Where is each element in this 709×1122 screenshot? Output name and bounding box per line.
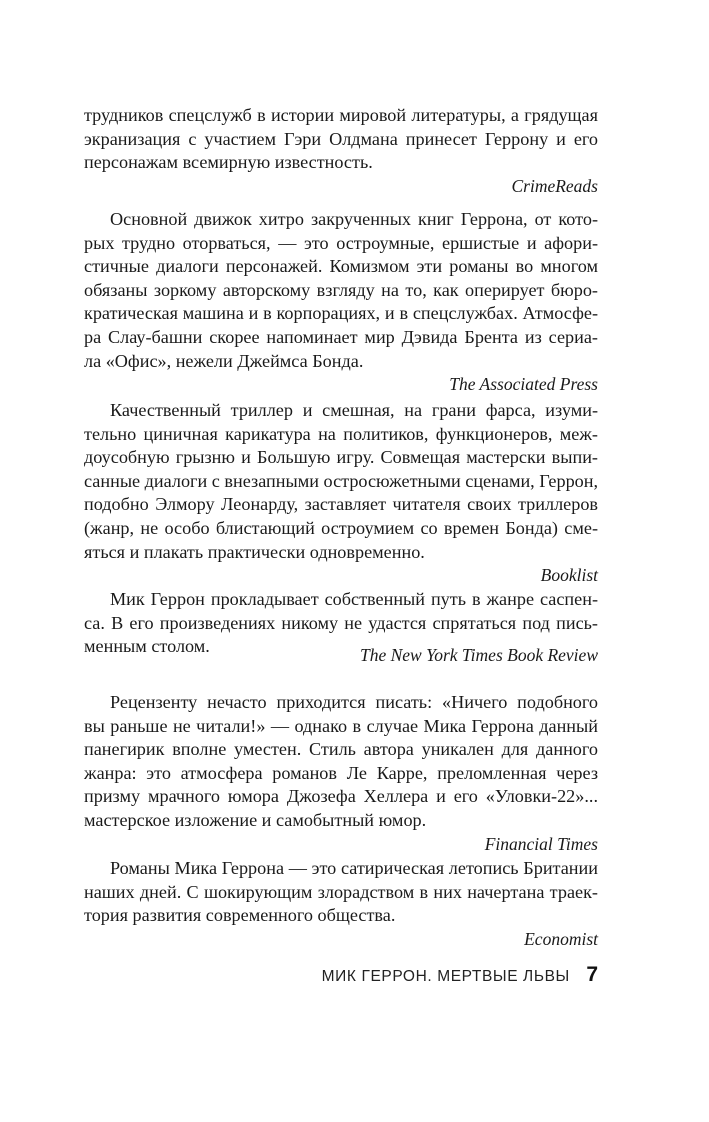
review-source: CrimeReads	[511, 175, 598, 196]
review-line: тельно циничная карикатура на политиков, функционеров, меж-	[84, 423, 598, 444]
review-block	[84, 104, 598, 198]
review-line: яться и плакать практически одновременно.	[84, 541, 425, 562]
page-footer	[84, 963, 598, 989]
review-line: тория развития современного общества.	[84, 905, 396, 926]
review-block	[84, 588, 598, 667]
review-line: наших дней. С шокирующим злорадством в них начертана траек-	[84, 881, 598, 902]
review-line: трудников спецслужб в истории мировой литературы, а грядущая	[84, 105, 598, 125]
review-block	[84, 399, 598, 587]
review-line: экранизация с участием Гэри Олдмана принесет Геррону и его	[84, 128, 598, 149]
review-line: Мик Геррон прокладывает собственный путь в жанре саспен-	[110, 589, 598, 609]
review-source: Economist	[524, 928, 598, 949]
review-block	[84, 857, 598, 951]
review-line: вы раньше не читали!» — однако в случае Мика Геррона данный	[84, 715, 598, 736]
review-source: The Associated Press	[449, 374, 598, 395]
review-line: стичные диалоги персонажей. Комизмом эти романы во многом	[84, 256, 598, 277]
review-line: Основной движок хитро закрученных книг Геррона, от кото-	[110, 209, 598, 229]
review-line: Рецензенту нечасто приходится писать: «Ничего подобного	[110, 692, 598, 712]
review-line: са. В его произведениях никому не удастся спрятаться под пись-	[84, 612, 598, 633]
review-line: персонажам всемирную известность.	[84, 152, 373, 173]
review-line: призму мрачного юмора Джозефа Хеллера и его «Уловки-22»...	[84, 786, 598, 807]
review-line: кратическая машина и в корпорациях, и в спецслужбах. Атмосфе-	[84, 303, 598, 324]
review-block	[84, 691, 598, 856]
review-line: мастерское изложение и самобытный юмор.	[84, 809, 427, 830]
review-line: (жанр, не особо блистающий остроумием со времен Бонда) сме-	[84, 517, 598, 538]
review-source: The New York Times Book Review	[359, 644, 598, 665]
review-line: Качественный триллер и смешная, на грани фарса, изуми-	[110, 400, 598, 420]
running-head: МИК ГЕРРОН. МЕРТВЫЕ ЛЬВЫ	[321, 968, 570, 985]
review-line: обязаны зоркому авторскому взгляду на то, как оперирует бюро-	[84, 279, 598, 300]
review-line: ла «Офис», нежели Джеймса Бонда.	[84, 350, 364, 371]
review-line: панегирик вполне уместен. Стиль автора уникален для данного	[84, 739, 598, 760]
review-line: доусобную грызню и Большую игру. Совмещая мастерски выпи-	[84, 447, 598, 468]
review-line: жанра: это атмосфера романов Ле Карре, преломленная через	[84, 762, 598, 783]
review-source: Booklist	[540, 565, 598, 586]
review-source: Financial Times	[484, 833, 598, 854]
page-number: 7	[586, 963, 598, 986]
review-line: ра Слау-башни скорее напоминает мир Дэвида Брента из сериа-	[84, 326, 598, 347]
review-line: подобно Элмору Леонарду, заставляет читателя своих триллеров	[84, 494, 598, 515]
review-line: рых трудно оторваться, — это остроумные, ершистые и афори-	[84, 232, 598, 253]
review-line: менным столом.	[84, 636, 210, 657]
review-line: Романы Мика Геррона — это сатирическая летопись Британии	[110, 858, 598, 878]
review-block	[84, 208, 598, 396]
review-line: санные диалоги с внезапными остросюжетными сценами, Геррон,	[84, 470, 599, 491]
